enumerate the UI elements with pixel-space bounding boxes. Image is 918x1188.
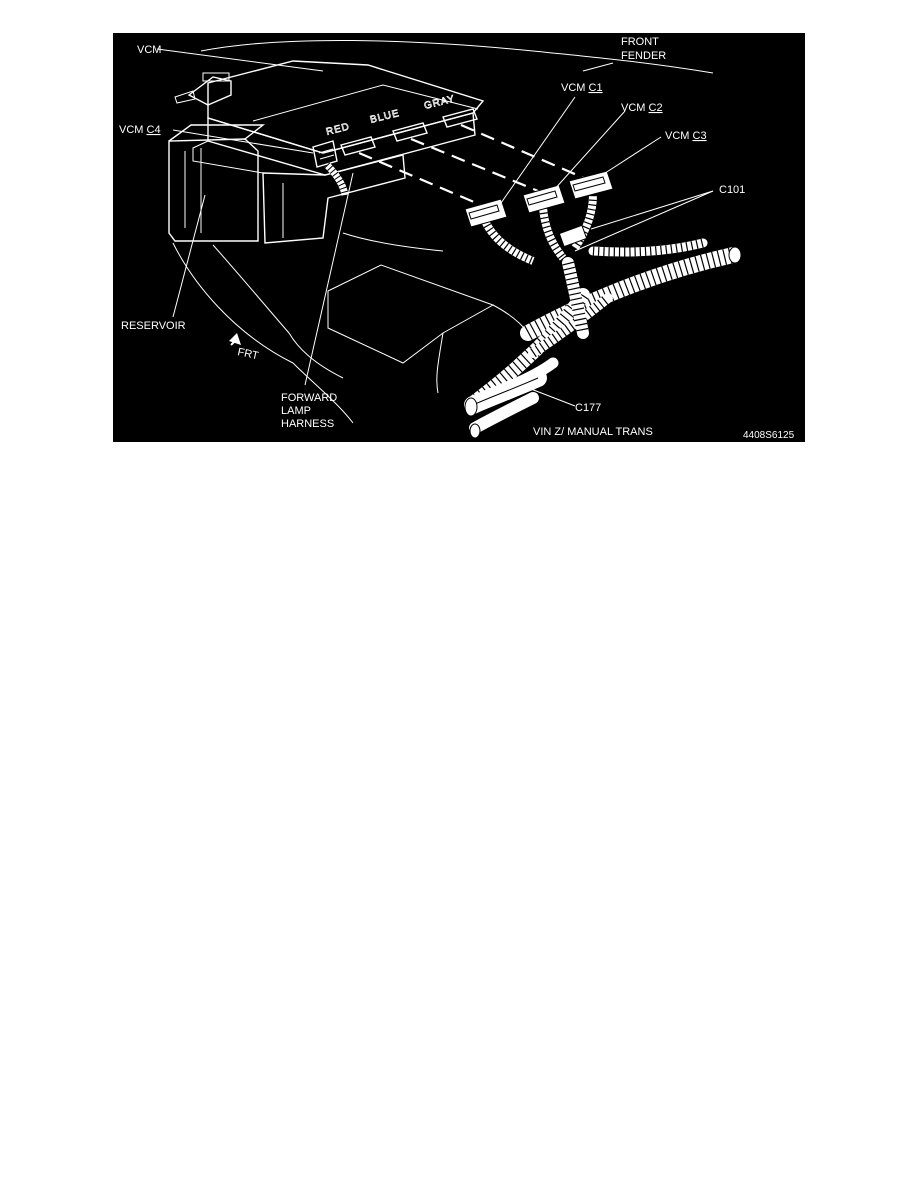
vin-caption: VIN Z/ MANUAL TRANS xyxy=(533,426,653,438)
vcm-connector-diagram xyxy=(113,33,805,442)
label-c101: C101 xyxy=(719,184,746,196)
label-forward-lamp-3: HARNESS xyxy=(281,418,335,430)
label-c177: C177 xyxy=(575,402,602,414)
callout-labels xyxy=(119,36,795,441)
marking-gray: GRAY xyxy=(423,93,457,112)
label-vcm-c4: VCM C4 xyxy=(119,124,161,136)
label-vcm: VCM xyxy=(137,44,162,56)
forward-lamp-harness xyxy=(327,165,345,195)
label-front-fender-1: FRONT xyxy=(621,36,659,48)
label-forward-lamp-2: LAMP xyxy=(281,405,311,417)
label-vcm-c2: VCM C2 xyxy=(621,102,663,114)
label-vcm-c3: VCM C3 xyxy=(665,130,707,142)
figure-id: 4408S6125 xyxy=(743,430,795,441)
wiring-harness xyxy=(465,195,741,438)
vcm-module xyxy=(175,61,483,243)
marking-blue: BLUE xyxy=(369,107,401,126)
marking-red: RED xyxy=(325,121,352,138)
module-color-markings xyxy=(325,94,456,138)
front-direction-arrow-icon xyxy=(229,333,241,345)
label-front-fender-2: FENDER xyxy=(621,50,667,62)
label-vcm-c1: VCM C1 xyxy=(561,82,603,94)
label-reservoir: RESERVOIR xyxy=(121,320,186,332)
label-forward-lamp-1: FORWARD xyxy=(281,392,338,404)
label-frt: FRT xyxy=(236,346,260,363)
